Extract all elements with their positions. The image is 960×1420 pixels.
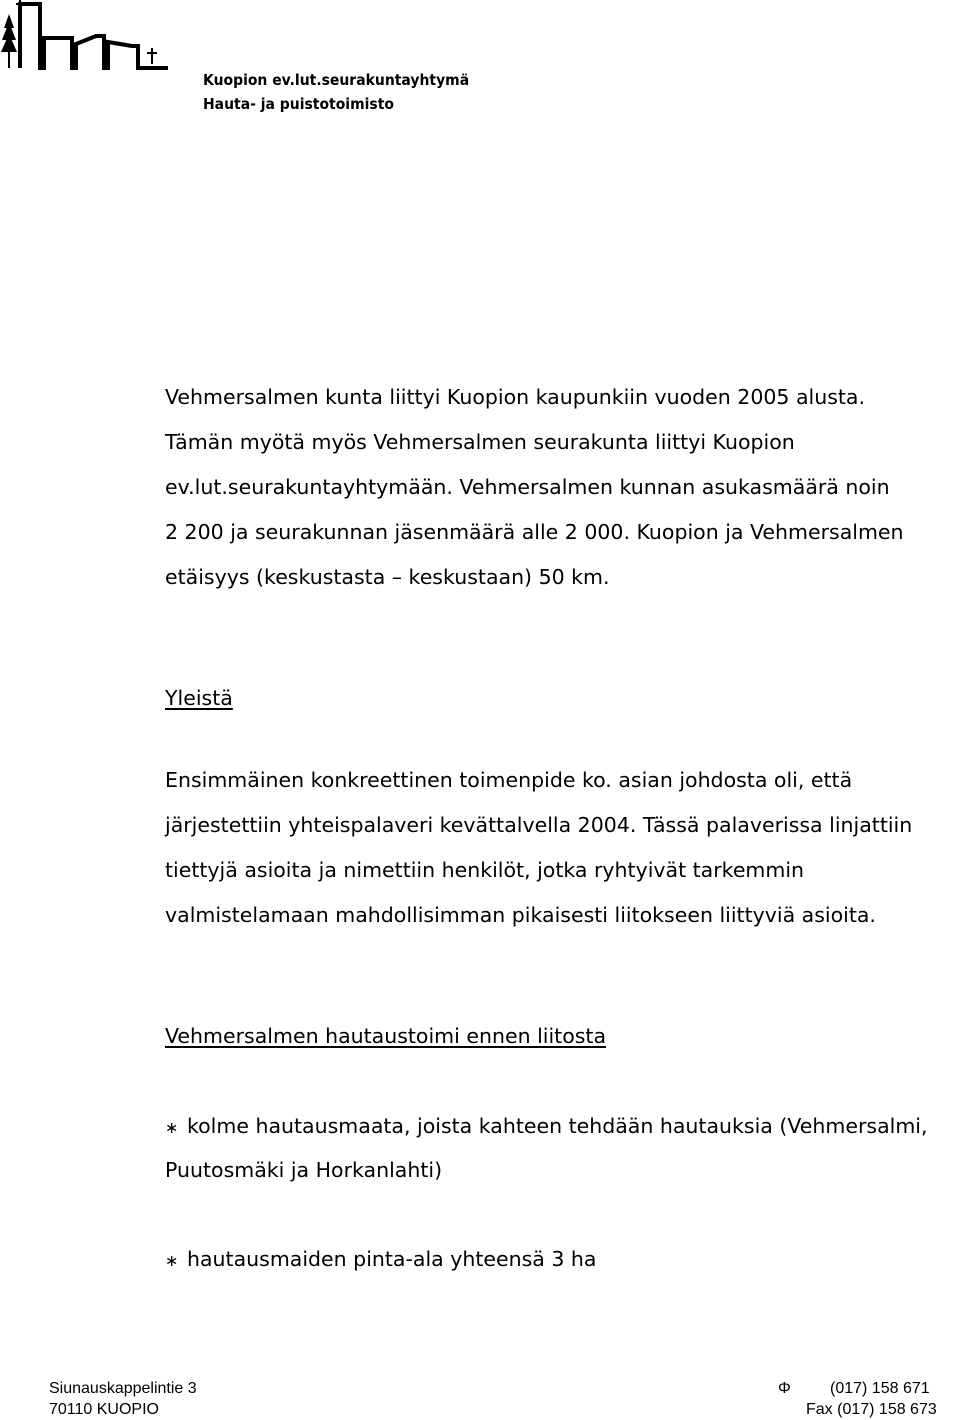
bullet-star-icon: ∗: [165, 1118, 179, 1137]
section1-line: Ensimmäinen konkreettinen toimenpide ko. asian johdosta oli, että: [165, 768, 853, 792]
church-logo-icon: [0, 0, 170, 72]
section-heading-hautaustoimi: Vehmersalmen hautaustoimi ennen liitosta: [165, 1024, 607, 1048]
intro-line: 2 200 ja seurakunnan jäsenmäärä alle 2 000. Kuopion ja Vehmersalmen: [165, 520, 904, 544]
footer-address: [49, 1378, 197, 1420]
phone-icon: Φ: [778, 1380, 791, 1397]
section1-line: järjestettiin yhteispalaveri kevättalvella 2004. Tässä palaverissa linjattiin: [165, 813, 913, 837]
bullet-star-icon: ∗: [165, 1251, 179, 1270]
address-postal: 70110 KUOPIO: [49, 1401, 159, 1418]
section-heading-yleista: Yleistä: [165, 686, 233, 710]
section1-line: tiettyjä asioita ja nimettiin henkilöt, jotka ryhtyivät tarkemmin: [165, 858, 805, 882]
address-street: Siunauskappelintie 3: [49, 1380, 197, 1397]
org-line-2: Hauta- ja puistotoimisto: [203, 95, 394, 113]
section1-paragraph: [165, 758, 912, 938]
organization-name: [203, 68, 469, 116]
bullet-text: hautausmaiden pinta-ala yhteensä 3 ha: [187, 1247, 597, 1271]
bullet-text: kolme hautausmaata, joista kahteen tehdään hautauksia (Vehmersalmi,: [187, 1114, 928, 1138]
org-line-1: Kuopion ev.lut.seurakuntayhtymä: [203, 71, 470, 89]
footer-contact: [778, 1378, 937, 1420]
intro-line: ev.lut.seurakuntayhtymään. Vehmersalmen kunnan asukasmäärä noin: [165, 475, 890, 499]
intro-line: etäisyys (keskustasta – keskustaan) 50 km.: [165, 565, 610, 589]
bullet-item: [165, 1237, 596, 1283]
intro-paragraph: [165, 375, 904, 600]
intro-line: Tämän myötä myös Vehmersalmen seurakunta liittyi Kuopion: [165, 430, 795, 454]
phone-number: (017) 158 671: [830, 1380, 930, 1397]
section1-line: valmistelamaan mahdollisimman pikaisesti liitokseen liittyviä asioita.: [165, 903, 876, 927]
bullet-item: [165, 1104, 928, 1150]
intro-line: Vehmersalmen kunta liittyi Kuopion kaupunkiin vuoden 2005 alusta.: [165, 385, 866, 409]
fax-number: Fax (017) 158 673: [806, 1401, 937, 1418]
bullet-continuation: Puutosmäki ja Horkanlahti): [165, 1158, 443, 1182]
